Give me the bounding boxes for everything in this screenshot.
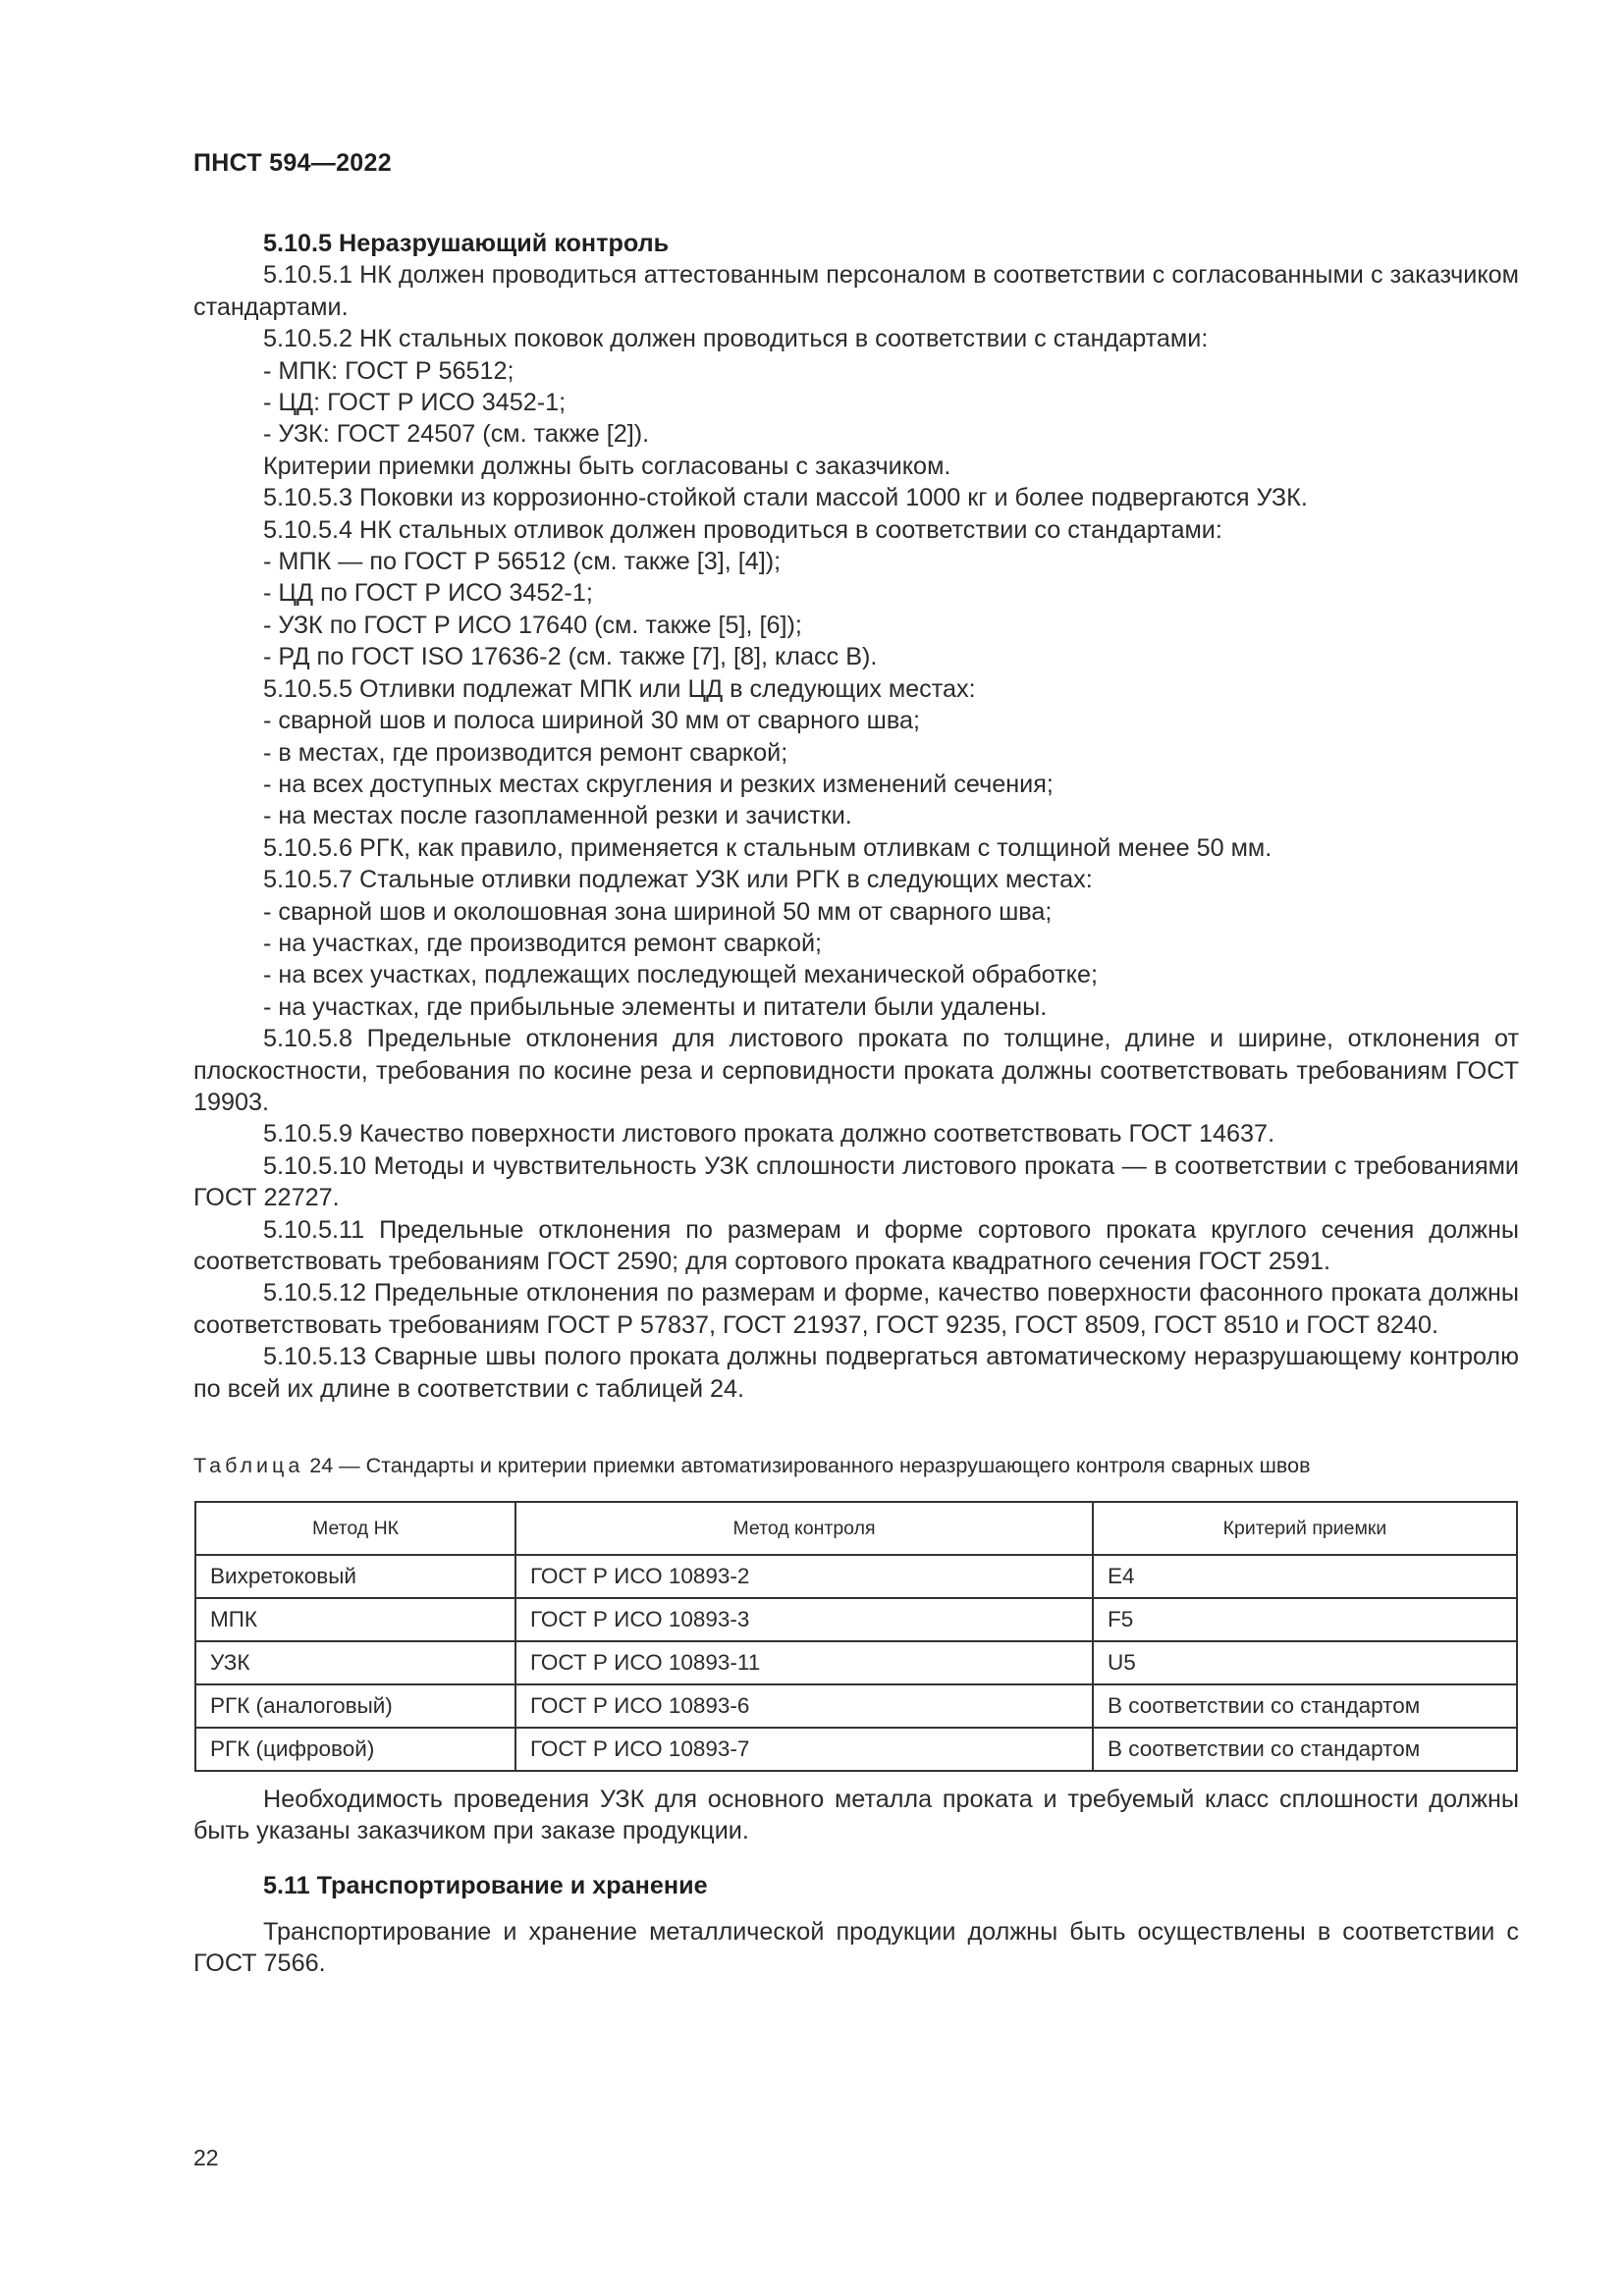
- page-number: 22: [193, 2145, 219, 2170]
- section-5-10-5: [193, 228, 1519, 1405]
- paragraph: 5.10.5.4 НК стальных отливок должен проводиться в соответствии со стандартами:: [263, 515, 1222, 544]
- table-cell: ГОСТ Р ИСО 10893-6: [515, 1684, 1093, 1728]
- header-cell-acceptance-criterion: Критерий приемки: [1093, 1502, 1517, 1555]
- standards-table: [194, 1501, 1518, 1772]
- table-header-row: [195, 1502, 1517, 1555]
- list-item: - на местах после газопламенной резки и зачистки.: [263, 802, 852, 830]
- paragraph: 5.10.5.2 НК стальных поковок должен проводиться в соответствии с стандартами:: [263, 325, 1209, 353]
- table-cell: УЗК: [195, 1641, 515, 1684]
- table-cell: Вихретоковый: [195, 1555, 515, 1598]
- list-item: - на всех участках, подлежащих последующей механической обработке;: [263, 961, 1098, 989]
- paragraph: 5.10.5.3 Поковки из коррозионно-стойкой стали массой 1000 кг и более подвергаются УЗК.: [263, 484, 1308, 512]
- paragraph: 5.10.5.1 НК должен проводиться аттестованным персоналом в соответствии с согласованными с заказчиком стандартами.: [193, 261, 1519, 321]
- table-cell: F5: [1093, 1598, 1517, 1641]
- table-caption: [193, 1454, 1529, 1478]
- table-cell: ГОСТ Р ИСО 10893-11: [515, 1641, 1093, 1684]
- list-item: - МПК — по ГОСТ Р 56512 (см. также [3], [4]);: [263, 548, 782, 576]
- section-heading: 5.10.5 Неразрушающий контроль: [263, 230, 670, 257]
- after-table-text: [193, 1784, 1519, 1847]
- list-item: - МПК: ГОСТ Р 56512;: [263, 356, 514, 385]
- table-cell: РГК (цифровой): [195, 1728, 515, 1771]
- list-item: - сварной шов и полоса шириной 30 мм от сварного шва;: [263, 707, 920, 735]
- list-item: - на участках, где прибыльные элементы и питатели были удалены.: [263, 992, 1048, 1021]
- paragraph: 5.10.5.8 Предельные отклонения для листового проката по толщине, длине и ширине, отклонения от плоскостности, требования по косине реза и серповидности проката должны соответствовать требованиям ГОСТ 19903.: [193, 1025, 1519, 1116]
- table-row: [195, 1641, 1517, 1684]
- list-item: - на участках, где производится ремонт сваркой;: [263, 929, 823, 957]
- table-row: [195, 1555, 1517, 1598]
- paragraph: 5.10.5.12 Предельные отклонения по размерам и форме, качество поверхности фасонного проката должны соответствовать требованиям ГОСТ Р 57837, ГОСТ 21937, ГОСТ 9235, ГОСТ 8509, ГОСТ 8510 и ГОСТ 8240.: [193, 1279, 1519, 1339]
- paragraph: Критерии приемки должны быть согласованы с заказчиком.: [263, 452, 951, 480]
- table-caption-label: Таблица: [193, 1454, 304, 1477]
- list-item: - УЗК: ГОСТ 24507 (см. также [2]).: [263, 420, 650, 449]
- table-cell: В соответствии со стандартом: [1093, 1684, 1517, 1728]
- list-item: - на всех доступных местах скругления и резких изменений сечения;: [263, 770, 1054, 798]
- list-item: - УЗК по ГОСТ Р ИСО 17640 (см. также [5], [6]);: [263, 611, 802, 639]
- section-5-11-text: [193, 1916, 1519, 1980]
- table-cell: МПК: [195, 1598, 515, 1641]
- list-item: - РД по ГОСТ ISO 17636-2 (см. также [7], [8], класс В).: [263, 643, 878, 671]
- header-cell-control-method: Метод контроля: [515, 1502, 1093, 1555]
- list-item: - ЦД: ГОСТ Р ИСО 3452-1;: [263, 389, 567, 417]
- section-heading-5-11: 5.11 Транспортирование и хранение: [263, 1872, 708, 1899]
- table-row: [195, 1728, 1517, 1771]
- paragraph: 5.10.5.10 Методы и чувствительность УЗК сплошности листового проката — в соответствии с требованиями ГОСТ 22727.: [193, 1151, 1519, 1212]
- table-cell: В соответствии со стандартом: [1093, 1728, 1517, 1771]
- list-item: - ЦД по ГОСТ Р ИСО 3452-1;: [263, 579, 593, 608]
- table-cell: U5: [1093, 1641, 1517, 1684]
- table-cell: ГОСТ Р ИСО 10893-7: [515, 1728, 1093, 1771]
- list-item: - сварной шов и околошовная зона шириной 50 мм от сварного шва;: [263, 897, 1053, 926]
- paragraph: 5.10.5.9 Качество поверхности листового проката должно соответствовать ГОСТ 14637.: [263, 1120, 1275, 1148]
- header-cell-method-nk: Метод НК: [195, 1502, 515, 1555]
- paragraph: 5.10.5.6 РГК, как правило, применяется к стальным отливкам с толщиной менее 50 мм.: [263, 833, 1272, 862]
- paragraph: Необходимость проведения УЗК для основного металла проката и требуемый класс сплошности должны быть указаны заказчиком при заказе продукции.: [193, 1786, 1519, 1845]
- table-cell: РГК (аналоговый): [195, 1684, 515, 1728]
- paragraph: 5.10.5.13 Сварные швы полого проката должны подвергаться автоматическому неразрушающему контролю по всей их длине в соответствии с таблицей 24.: [193, 1343, 1519, 1403]
- table-caption-text: 24 — Стандарты и критерии приемки автоматизированного неразрушающего контроля сварных швов: [303, 1454, 1311, 1477]
- paragraph: Транспортирование и хранение металлической продукции должны быть осуществлены в соответствии с ГОСТ 7566.: [193, 1918, 1519, 1978]
- table-cell: ГОСТ Р ИСО 10893-3: [515, 1598, 1093, 1641]
- document-code: ПНСТ 594—2022: [193, 149, 392, 177]
- paragraph: 5.10.5.5 Отливки подлежат МПК или ЦД в следующих местах:: [263, 674, 976, 703]
- paragraph: 5.10.5.7 Стальные отливки подлежат УЗК или РГК в следующих местах:: [263, 866, 1093, 894]
- table-row: [195, 1684, 1517, 1728]
- table-cell: ГОСТ Р ИСО 10893-2: [515, 1555, 1093, 1598]
- list-item: - в местах, где производится ремонт сваркой;: [263, 738, 788, 767]
- table-row: [195, 1598, 1517, 1641]
- table-cell: E4: [1093, 1555, 1517, 1598]
- paragraph: 5.10.5.11 Предельные отклонения по размерам и форме сортового проката круглого сечения должны соответствовать требованиям ГОСТ 2590; для сортового проката квадратного сечения ГОСТ 2591.: [193, 1215, 1519, 1275]
